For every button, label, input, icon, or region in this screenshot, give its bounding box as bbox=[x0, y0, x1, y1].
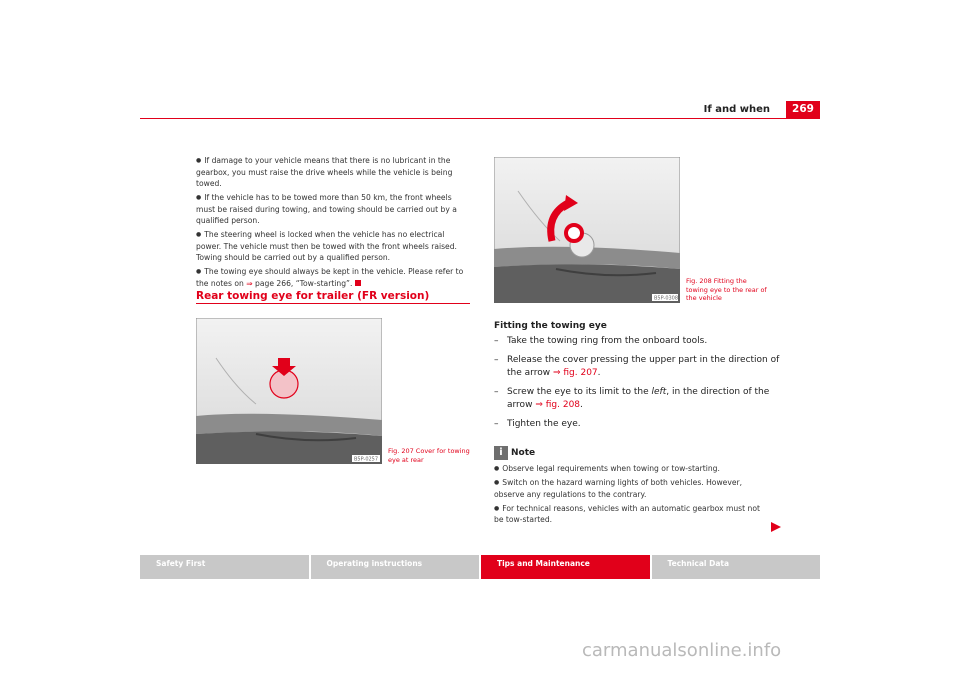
link-fig-208[interactable]: fig. 208 bbox=[545, 399, 581, 410]
towing-eye-ring bbox=[566, 225, 582, 241]
tab-tips-and-maintenance[interactable]: Tips and Maintenance bbox=[481, 555, 650, 579]
figure-207-image bbox=[196, 318, 382, 464]
figure-207-caption: Fig. 207 Cover for towing eye at rear bbox=[388, 447, 470, 464]
intro-bullet-4-text: The towing eye should always be kept in the vehicle. Please refer to the notes on bbox=[196, 267, 464, 288]
tab-operating-instructions[interactable]: Operating instructions bbox=[311, 555, 480, 579]
note-item-2: ● Switch on the hazard warning lights of both vehicles. However, observe any regulations to the contrary. bbox=[494, 477, 770, 500]
note-item-3: ● For technical reasons, vehicles with an automatic gearbox must not be tow-started. bbox=[494, 503, 770, 526]
note-title: Note bbox=[511, 448, 536, 458]
section-rule bbox=[196, 303, 470, 304]
note-heading bbox=[494, 446, 770, 460]
towing-eye-fitting-illustration bbox=[494, 157, 680, 303]
note-item-1: ● Observe legal requirements when towing or tow-starting. bbox=[494, 463, 770, 475]
car-rear-cover-illustration bbox=[196, 318, 382, 464]
section-title: Rear towing eye for trailer (FR version) bbox=[196, 290, 430, 302]
chapter-title: If and when bbox=[703, 104, 770, 115]
procedure-step-3: – Screw the eye to its limit to the left, in the direction of the arrow ⇒ fig. 208. bbox=[494, 387, 770, 410]
procedure-block bbox=[494, 320, 794, 438]
link-fig-207[interactable]: fig. 207 bbox=[563, 367, 598, 378]
cross-ref-arrow: ⇒ bbox=[246, 278, 253, 288]
figure-207-code: B5P-0257 bbox=[354, 456, 379, 463]
section-end-marker bbox=[355, 280, 361, 286]
procedure-step-2: – Release the cover pressing the upper part in the direction of the arrow ⇒ fig. 207. bbox=[494, 355, 780, 378]
cross-ref-arrow: ⇒ bbox=[535, 399, 543, 410]
intro-bullet-4 bbox=[196, 266, 471, 289]
header-rule bbox=[140, 118, 820, 119]
procedure-step-1: – Take the towing ring from the onboard tools. bbox=[494, 335, 708, 346]
footer-navigation bbox=[140, 555, 820, 579]
intro-bullet-3: ● The steering wheel is locked when the vehicle has no electrical power. The vehicle must then be towed with the front wheels raised. Towing should be carried out by a qualified person. bbox=[196, 229, 471, 264]
procedure-step-4: – Tighten the eye. bbox=[494, 419, 581, 429]
figure-208-caption: Fig. 208 Fitting the towing eye to the rear of the vehicle bbox=[686, 277, 767, 302]
intro-bullet-1: ● If damage to your vehicle means that there is no lubricant in the gearbox, you must raise the drive wheels while the vehicle is being towed. bbox=[196, 155, 471, 190]
cross-ref-page-266[interactable]: page 266, “Tow-starting”. bbox=[252, 278, 353, 288]
intro-bullet-list bbox=[196, 155, 471, 292]
next-page-arrow-icon[interactable] bbox=[770, 518, 782, 537]
note-list bbox=[494, 463, 770, 526]
cross-ref-arrow: ⇒ bbox=[552, 367, 561, 378]
info-icon: i bbox=[494, 446, 508, 460]
tab-safety-first[interactable]: Safety First bbox=[140, 555, 309, 579]
intro-bullet-2: ● If the vehicle has to be towed more than 50 km, the front wheels must be raised during towing, and towing should be carried out by a qualified person. bbox=[196, 192, 471, 227]
page-number: 269 bbox=[786, 101, 820, 118]
procedure-heading: Fitting the towing eye bbox=[494, 321, 607, 331]
tab-technical-data[interactable]: Technical Data bbox=[652, 555, 821, 579]
figure-208-code: B5P-0308 bbox=[654, 295, 679, 302]
note-block bbox=[494, 446, 770, 528]
figure-208-image bbox=[494, 157, 680, 303]
watermark: carmanualsonline.info bbox=[582, 640, 782, 661]
emphasis-left: left bbox=[651, 387, 667, 397]
